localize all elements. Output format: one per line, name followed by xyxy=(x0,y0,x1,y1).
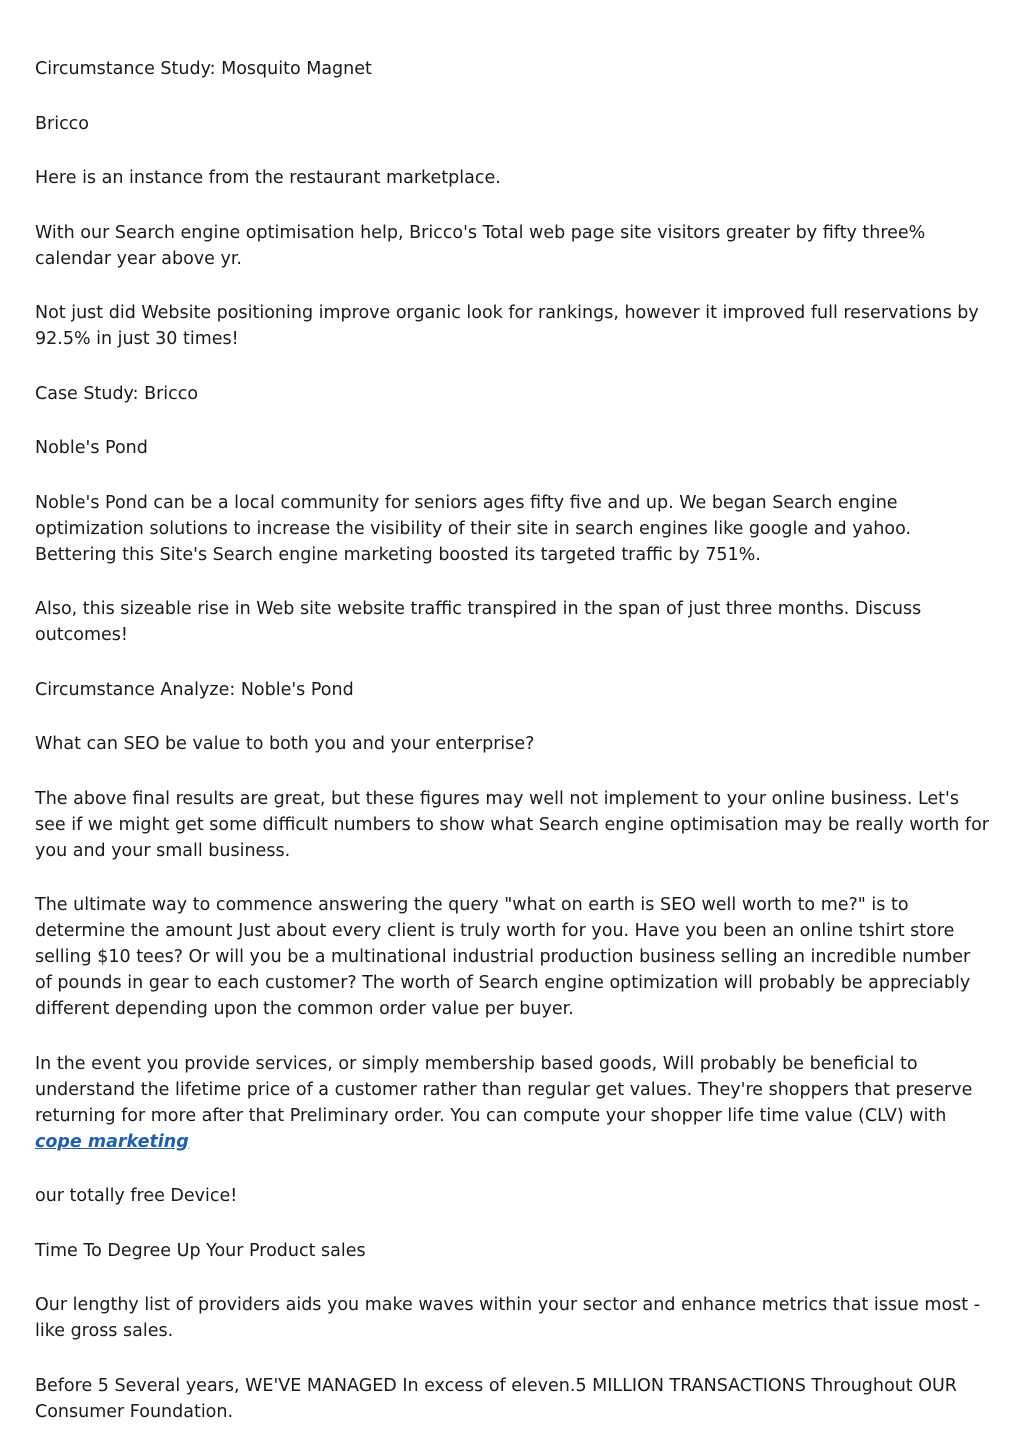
heading-seo-value: What can SEO be value to both you and your enterprise? xyxy=(35,734,535,754)
paragraph-final-results: The above final results are great, but these figures may well not implement to your online business. Let's see if we might get some difficult numbers to show what Search engine optimisation may be really worth for you and your small business. xyxy=(35,788,989,861)
paragraph-bricco-reservations: Not just did Website positioning improve organic look for rankings, however it improved full reservations by 92.5% in just 30 times! xyxy=(35,303,979,349)
paragraph-restaurant-intro: Here is an instance from the restaurant marketplace. xyxy=(35,168,501,188)
heading-nobles-pond: Noble's Pond xyxy=(35,438,148,458)
cope-marketing-link[interactable]: cope marketing xyxy=(35,1131,189,1152)
document-body xyxy=(35,56,990,1453)
paragraph-nobles-pond-traffic: Also, this sizeable rise in Web site website traffic transpired in the span of just three months. Discuss outcomes! xyxy=(35,599,922,645)
heading-level-up-sales: Time To Degree Up Your Product sales xyxy=(35,1240,366,1261)
paragraph-free-device: our totally free Device! xyxy=(35,1186,238,1206)
heading-case-study-bricco: Case Study: Bricco xyxy=(35,383,199,404)
heading-bricco: Bricco xyxy=(35,113,90,134)
paragraph-providers: Our lengthy list of providers aids you make waves within your sector and enhance metrics that issue most - like gross sales. xyxy=(35,1295,981,1341)
paragraph-clv xyxy=(35,1051,990,1155)
heading-mosquito-magnet: Circumstance Study: Mosquito Magnet xyxy=(35,59,372,79)
paragraph-nobles-pond-intro: Noble's Pond can be a local community for seniors ages fifty five and up. We began Search engine optimization solutions to increase the visibility of their site in search engines like google and yahoo. Bettering this Site's Search engine marketing boosted its targeted traffic by 751%. xyxy=(35,492,912,565)
paragraph-bricco-traffic: With our Search engine optimisation help, Bricco's Total web page site visitors greater by fifty three% calendar year above yr. xyxy=(35,222,926,269)
heading-case-analyze-nobles-pond: Circumstance Analyze: Noble's Pond xyxy=(35,679,354,700)
paragraph-clv-text: In the event you provide services, or simply membership based goods, Will probably be beneficial to understand the lifetime price of a customer rather than regular get values. They're shoppers that preserve returning for more after that Preliminary order. You can compute your shopper life time value (CLV) with xyxy=(35,1053,973,1126)
paragraph-seo-worth: The ultimate way to commence answering the query "what on earth is SEO well worth to me?" is to determine the amount Just about every client is truly worth for you. Have you been an online tshirt store selling $10 tees? Or will you be a multinational industrial production business selling an incredible number of pounds in gear to each customer? The worth of Search engine optimization will probably be appreciably different depending upon the common order value per buyer. xyxy=(35,895,971,1019)
paragraph-transactions: Before 5 Several years, WE'VE MANAGED In excess of eleven.5 MILLION TRANSACTIONS Throughout OUR Consumer Foundation. xyxy=(35,1375,957,1422)
